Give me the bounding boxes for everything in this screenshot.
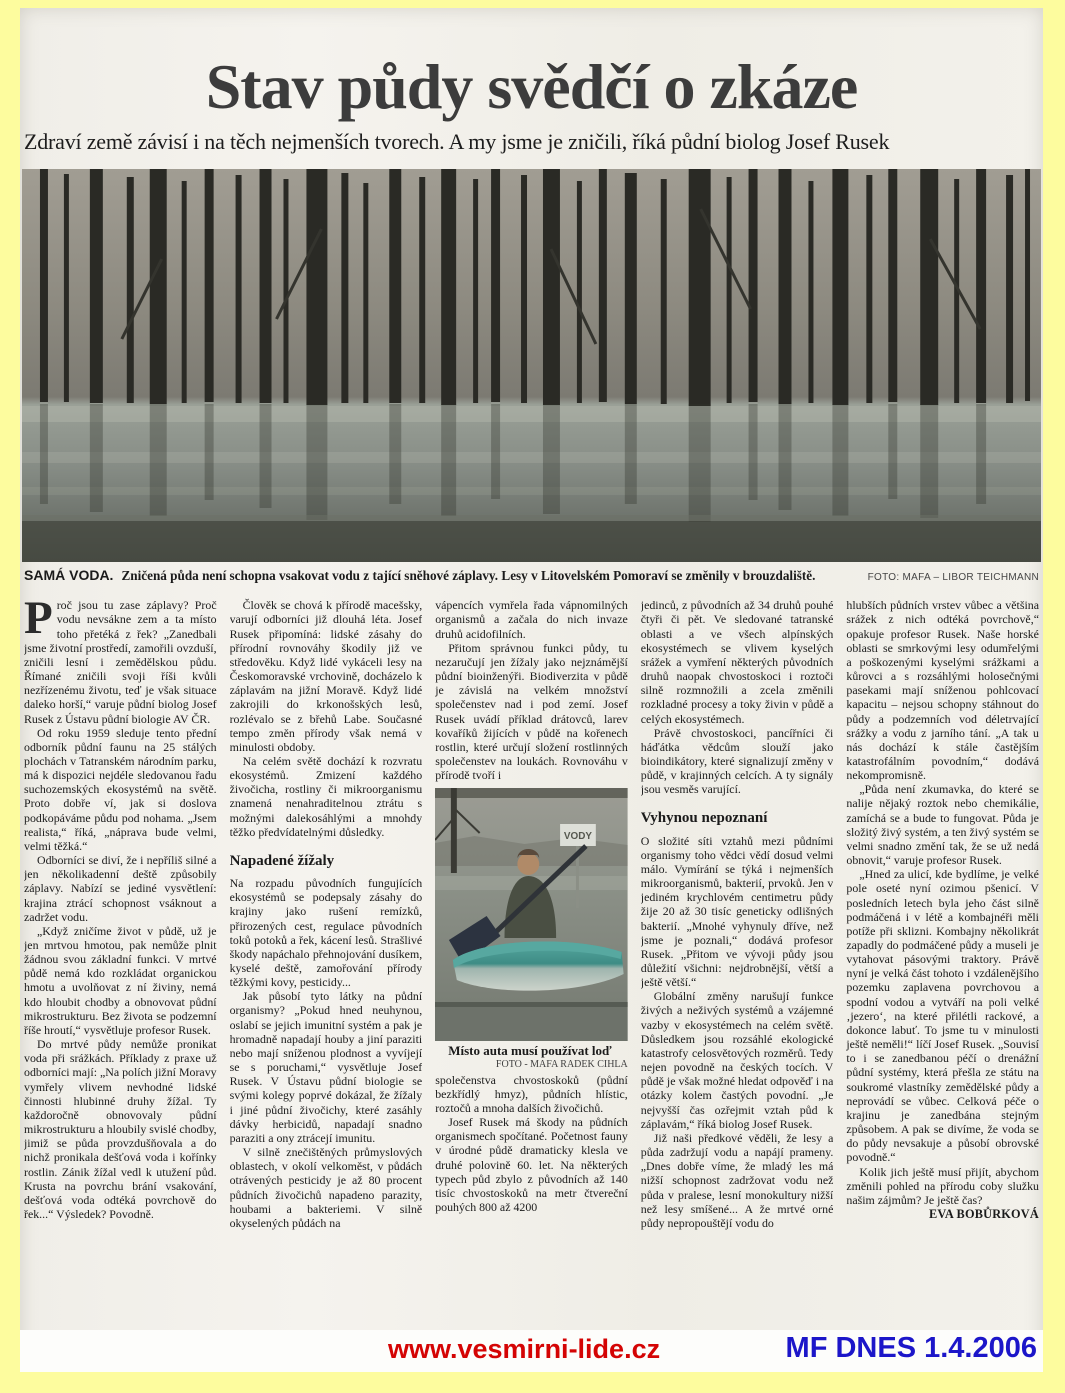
canoe-photo	[435, 788, 628, 1041]
caption-lead: SAMÁ VODA.	[24, 567, 114, 584]
caption-text: Zničená půda není schopna vsakovat vodu z tající sněhové záplavy. Lesy v Litovelském Pomoraví se změnily v brouzdaliště.	[121, 568, 816, 584]
article-paragraph: „Hned za ulicí, kde bydlíme, je velké pole oseté nyní ozimou pšenicí. V posledních letech byla jeho část silně podmáčená i v létě a kombajnéři měli potíže při sklizni. Kombajny několikrát zapadly do podmáčené půdy a museli je vytahovat pásovými traktory. Právě nyní je velká část tohoto i vzdálenějšího pozemku zaplavena povrchovou a spodní vodou a vytváří na poli velké ‚jezero‘, na které přilétli rackové, a dokonce labuť. To jsme tu v minulosti ještě neměli!“ líčí Josef Rusek. „Souvisí to i se zanedbanou péčí o drenážní půdní systémy, která přešla ze státu na soukromé vlastníky zemědělské půdy a neprovádí se vůbec. Celková péče o krajinu je zanedbána stejným způsobem. A pak se divíme, že voda se do půdy nevsakuje a působí obrovské povodně.“	[846, 867, 1039, 1165]
article-paragraph: „Půda není zkumavka, do které se nalije nějaký roztok nebo chemikálie, zamíchá se a bude to fungovat. Půda je složitý živý systém, a ten živý systém se velmi snadno změní tak, že se už nedá obnovit,“ varuje profesor Rusek.	[846, 782, 1039, 868]
flooded-forest-illustration	[22, 169, 1041, 562]
article-paragraph: Proč jsou tu zase záplavy? Proč vodu nevsákne zem a ta místo toho přetéká z řek? „Zanedbali jsme životní prostředí, zamořili ovzduší, zničili lesní i zemědělskou půdu. Římané zničili svoji říši kvůli nezřízenému životu, teď je však situace daleko horší,“ varuje půdní biolog Josef Rusek z Ústavu půdní biologie AV ČR.	[24, 598, 217, 726]
article-paragraph: Člověk se chová k přírodě macešsky, varují odborníci již dlouhá léta. Josef Rusek připomíná: lidské zásahy do přírodní rovnováhy škodily již ve středověku. Když lidé vykáceli lesy na Českomoravské vrchovině, docházelo k záplavám na jižní Moravě. Když lidé zakrojili do krkonošských lesů, rozlévalo se z břehů Labe. Současné tempo změn přírody však nemá v minulosti obdoby.	[229, 598, 423, 754]
article-body	[24, 598, 1039, 1304]
article-paragraph: Na rozpadu původních fungujících ekosystémů se podepsaly zásahy do krajiny jako rušení remízků, přirozených cest, regulace původních toků potoků a řek, kácení lesů. Strašlivé škody napáchalo přehnojování dusíkem, kyselé deště, zamořování přírody těžkými kovy, pesticidy...	[229, 876, 423, 990]
article-paragraph: Právě chvostoskoci, pancířníci či háďátka vědcům slouží jako bioindikátory, které signalizují změny v půdě, v krajinných celcích. A ty signály jsou vesměs varující.	[640, 725, 834, 797]
subheading-napadene-zizaly: Napadené žížaly	[229, 852, 335, 869]
canoe-photo-credit: FOTO - MAFA RADEK CIHLA	[495, 1059, 628, 1071]
article-paragraph: Kolik jich ještě musí přijít, abychom změnili pohled na přírodu coby služku našim zájmům? Je ještě čas? EVA BOBŮRKOVÁ	[846, 1164, 1039, 1221]
article-paragraph: vápencích vymřela řada vápnomilných organismů a začala do nich invaze druhů acidofilních.	[435, 598, 628, 641]
flooded-forest-photo	[22, 169, 1041, 562]
article-paragraph: Přitom správnou funkci půdy, tu nezaručují jen žížaly jako nejznámější půdní bioinženýři. Biodiverzita v půdě je závislá na velkém množství společenstev nad i pod zemí. Josef Rusek uvádí příklad drátovců, larev kovaříků žijících v půdě na kořenech rostlin, které určují složení rostlinných společenstev na loukách. Rovnováhu v přírodě tvoří i	[435, 640, 628, 783]
article-paragraph: jedinců, z původních až 34 druhů pouhé čtyři či pět. Ve sledované tatranské oblasti a ve všech alpínských ekosystémech se vlivem kyselých srážek a vymření některých původních druhů naopak chvostoskoci i roztoči silně rozmnožili a zcela změnili rozkladné procesy a toky živin v půdě a celých ekosystémech.	[640, 598, 834, 726]
article-standfirst: Zdraví země závisí i na těch nejmenších tvorech. A my jsme je zničili, říká půdní biolog Josef Rusek	[24, 129, 890, 155]
article-paragraph: Od roku 1959 sleduje tento přední odborník půdní faunu na 25 stálých plochách v Tatranském národním parku, má k dispozici nejdéle sledovanou řadu suchozemských ekosystémů na světě. Proto dobře ví, jak si doslova podkopáváme půdu pod nohama. „Jsem realista,“ říká, „náprava bude velmi, velmi těžká.“	[24, 725, 217, 853]
main-photo-caption	[24, 567, 1039, 584]
subheading-vyhynou-nepoznani: Vyhynou nepoznaní	[640, 810, 768, 827]
article-column-2	[230, 598, 423, 1304]
article-headline: Stav půdy svědčí o zkáze	[205, 51, 858, 122]
article-paragraph: Odborníci se diví, že i nepříliš silné a jen několikadenní deště způsobily záplavy. Nabízí se jediné vysvětlení: krajina ztrácí schopnost vsáknout a zadržet vodu.	[24, 853, 217, 924]
article-column-3	[435, 598, 628, 1304]
scan-footer	[20, 1330, 1043, 1372]
canoe-photo-caption: Místo auta musí používat loď	[448, 1043, 612, 1059]
article-paragraph: Jak působí tyto látky na půdní organismy? „Pokud hned neuhynou, oslabí se jejich imunitní systém a pak je hromadně napadají houby a jiní paraziti nebo mají sníženou plodnost a vyvíjejí se s poruchami,“ vysvětluje Josef Rusek. V Ústavu půdní biologie se svými kolegy poprvé dokázal, že žížaly i jiné půdní živočichy, které zasáhly dávky herbicidů, napadají snadno paraziti a ony ztrácejí imunitu.	[229, 989, 423, 1145]
canoe-illustration	[435, 788, 628, 1041]
author-byline: EVA BOBŮRKOVÁ	[928, 1206, 1039, 1221]
article-paragraph: O složité síti vztahů mezi půdními organismy toho vědci vědí dosud velmi málo. Vymírání se týká i nejmenších mikroorganismů, bakterií, prvoků. Jen v jediném krychlovém centimetru půdy žije 20 až 30 tisíc geneticky odlišných bakterií. „Mnohé vyhynuly dříve, než jsme je poznali,“ dodává profesor Rusek. „Přitom ve vývoji půdy jsou důležití všichni: nejdrobnější, větší a ještě větší.“	[640, 833, 834, 990]
dropcap-letter: P	[24, 598, 53, 645]
article-column-5	[846, 598, 1039, 1304]
article-paragraph: Do mrtvé půdy nemůže pronikat voda při srážkách. Příklady z praxe už odborníci mají: „Na polích jižní Moravy vymřely vlivem nevhodné lidské činnosti hlubinné druhy žížal. Ty každoročně obnovovaly půdní mikrostrukturu a hloubily svislé chodby, jimiž se půda provzdušňovala a do nichž pronikala dešťová voda i kořínky rostlin. Zánik žížal vedl k utužení půd. Krusta na povrchu brání vsakování, dešťová voda odtéká povrchově do řek...“ Výsledek? Povodně.	[24, 1037, 217, 1221]
article-paragraph: Josef Rusek má škody na půdních organismech spočítané. Početnost fauny v úrodné půdě dramaticky klesla ve druhé polovině 60. let. Na některých typech půd zbylo z původních až 140 tisíc chvostoskoků na metr čtvereční pouhých 800 až 4200	[435, 1115, 628, 1215]
article-column-4	[641, 598, 834, 1304]
article-paragraph: Již naši předkové věděli, že lesy a půda zadržují vodu a napájí prameny. „Dnes dobře víme, že mladý les má nižší schopnost zadržovat vodu než půda v pralese, lesní monokultury nižší než lesy smíšené... A že mrtvé orné půdy nepropouštějí vodu do	[640, 1130, 834, 1230]
article-paragraph: Na celém světě dochází k rozvratu ekosystémů. Zmizení každého živočicha, rostliny či mikroorganismu znamená nenahraditelnou ztrátu s možnými dalekosáhlými a mnohdy těžko předvídatelnými důsledky.	[229, 753, 423, 839]
article-paragraph: Globální změny narušují funkce živých a neživých systémů a vzájemné vazby v ekosystémech na celém světě. Důsledkem jsou rozsáhlé ekologické katastrofy celosvětových rozměrů. Tedy nejen povodně na českých tocích. V půdě je však možné hledat odpověď i na otázky kolem častých povodní. „Je nejvyšší čas ozřejmit vztah půd k záplavám,“ říká biolog Josef Rusek.	[640, 989, 834, 1131]
newspaper-page	[20, 8, 1043, 1372]
article-paragraph: V silně znečištěných průmyslových oblastech, v okolí velkoměst, v půdách otrávených pesticidy je až 80 procent půdních živočichů napadeno parazity, houbami a bakteriemi. V silně okyselených půdách na	[229, 1145, 423, 1230]
article-paragraph: „Když zničíme život v půdě, už je jen mrtvou hmotou, pak nemůže plnit žádnou svou základní funkci. V mrtvé půdě nemá kdo rozkládat organickou hmotu a uvolňovat z ní živiny, nemá kdo hloubit chodby a obnovovat půdní mikrostrukturu. Bez života se podzemní říše hroutí,“ vysvětluje profesor Rusek.	[24, 923, 217, 1037]
svg-text:VODY: VODY	[564, 831, 593, 843]
source-label: MF DNES 1.4.2006	[785, 1332, 1037, 1364]
article-paragraph: společenstva chvostoskoků (půdní bezkřídlý hmyz), půdních hlístic, roztočů a mnoha dalších živočichů.	[435, 1072, 628, 1115]
article-column-1	[24, 598, 217, 1304]
article-paragraph: hlubších půdních vrstev vůbec a většina srážek z nich odtéká povrchově,“ opakuje profesor Rusek. Naše horské oblasti se smrkovými lesy odumřelými a poškozenými kyselými srážkami a kůrovci a s rozsáhlými holosečnými pasekami mají sníženou pohlcovací kapacitu – nejsou schopny stáhnout do půdy a podzemních vod déletrvající srážky a vodu z jarního tání. „A tak u nás dochází k stále častějším katastrofálním povodním,“ dodává nekompromisně.	[846, 598, 1039, 783]
website-link[interactable]: www.vesmirni-lide.cz	[388, 1334, 661, 1364]
photo-credit: FOTO: MAFA – LIBOR TEICHMANN	[867, 572, 1039, 584]
